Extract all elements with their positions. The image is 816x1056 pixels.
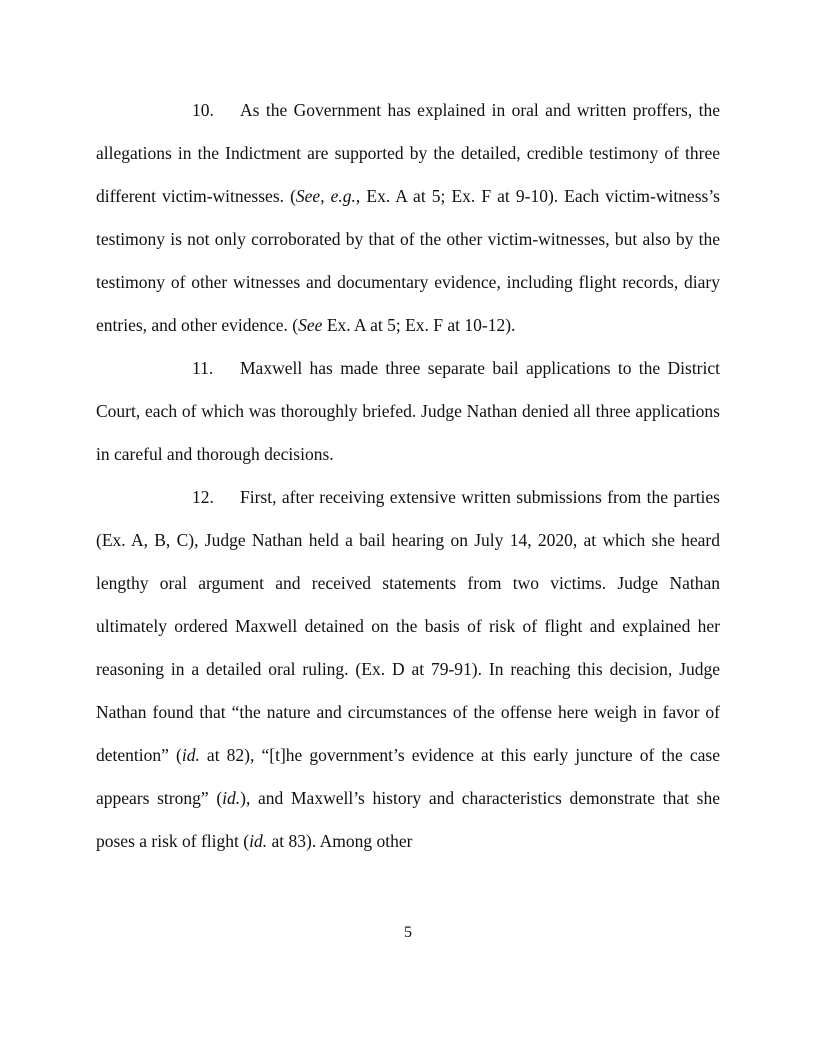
document-body bbox=[96, 89, 720, 863]
paragraph-number: 12. bbox=[192, 487, 214, 507]
text-segment: Ex. A at 5; Ex. F at 10-12). bbox=[322, 315, 516, 335]
text-segment: As the Government has explained in oral and written proffers, the allegations in the Indictment are supported by the detailed, credible testimony of three different victim-witnesses. ( bbox=[96, 100, 720, 206]
paragraph-11 bbox=[96, 347, 720, 476]
citation-signal: See bbox=[298, 315, 323, 335]
paragraph-number: 11. bbox=[192, 358, 214, 378]
text-segment: at 82), “[t]he government’s evidence at this early juncture of the case appears strong” ( bbox=[96, 745, 720, 808]
text-segment: ), and Maxwell’s history and characteristics demonstrate that she poses a risk of flight ( bbox=[96, 788, 720, 851]
citation-signal: See, e.g. bbox=[295, 186, 356, 206]
paragraph-number: 10. bbox=[192, 100, 214, 120]
text-segment: at 83). Among other bbox=[267, 831, 413, 851]
text-segment: , Ex. A at 5; Ex. F at 9-10). Each victim-witness’s testimony is not only corroborated by that of the other victim-witnesses, but also by the testimony of other witnesses and documentary evidence, including flight records, diary entries, and other evidence. ( bbox=[96, 186, 720, 335]
text-segment: Maxwell has made three separate bail applications to the District Court, each of which was thoroughly briefed. Judge Nathan denied all three applications in careful and thorough decisions. bbox=[96, 358, 720, 464]
citation-signal: id. bbox=[249, 831, 268, 851]
page-number: 5 bbox=[404, 924, 412, 941]
paragraph-12 bbox=[96, 476, 720, 863]
text-segment: First, after receiving extensive written submissions from the parties (Ex. A, B, C), Judge Nathan held a bail hearing on July 14, 2020, at which she heard lengthy oral argument and received statements from two victims. Judge Nathan ultimately ordered Maxwell detained on the basis of risk of flight and explained her reasoning in a detailed oral ruling. (Ex. D at 79-91). In reaching this decision, Judge Nathan found that “the nature and circumstances of the offense here weigh in favor of detention” ( bbox=[96, 487, 720, 765]
citation-signal: id. bbox=[181, 745, 200, 765]
paragraph-10 bbox=[96, 89, 720, 347]
citation-signal: id. bbox=[222, 788, 241, 808]
